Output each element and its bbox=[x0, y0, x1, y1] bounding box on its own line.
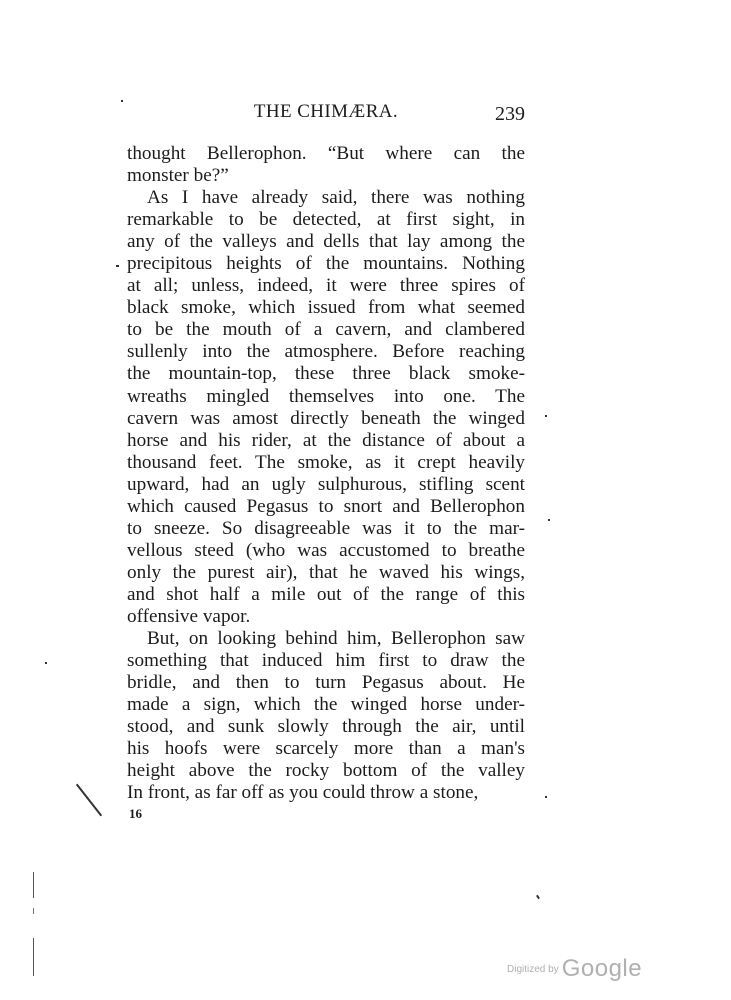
google-logo: Google bbox=[561, 955, 643, 982]
text-line: bridle, and then to turn Pegasus about. He bbox=[127, 672, 525, 694]
scan-edge-line bbox=[33, 908, 34, 914]
text-line: thousand feet. The smoke, as it crept heavily bbox=[127, 451, 525, 473]
text-line: horse and his rider, at the distance of about a bbox=[127, 429, 525, 451]
text-line: cavern was amost directly beneath the winged bbox=[127, 407, 525, 429]
text-line: to be the mouth of a cavern, and clambered bbox=[127, 319, 525, 341]
scan-speck bbox=[536, 895, 540, 899]
text-line: remarkable to be detected, at first sight, in bbox=[127, 209, 525, 231]
text-line: stood, and sunk slowly through the air, until bbox=[127, 716, 525, 738]
body-text bbox=[127, 143, 525, 804]
page-header bbox=[127, 101, 525, 131]
scan-edge-line bbox=[33, 872, 34, 898]
scan-speck bbox=[548, 519, 550, 521]
text-line: at all; unless, indeed, it were three spires of bbox=[127, 275, 525, 297]
text-line: But, on looking behind him, Bellerophon saw bbox=[147, 628, 525, 650]
scan-speck bbox=[545, 796, 547, 798]
signature-mark: 16 bbox=[129, 806, 142, 821]
text-line: precipitous heights of the mountains. Nothing bbox=[127, 253, 525, 275]
scan-speck bbox=[45, 662, 47, 664]
text-line: black smoke, which issued from what seemed bbox=[127, 297, 525, 319]
text-line: which caused Pegasus to snort and Bellerophon bbox=[127, 495, 525, 517]
scan-speck bbox=[545, 415, 547, 417]
text-line: height above the rocky bottom of the valley bbox=[127, 760, 525, 782]
text-line: thought Bellerophon. “But where can the bbox=[127, 143, 525, 164]
scan-speck bbox=[116, 265, 119, 267]
text-line: As I have already said, there was nothing bbox=[147, 187, 525, 209]
text-line: the mountain-top, these three black smoke- bbox=[127, 363, 525, 385]
text-line: only the purest air), that he waved his wings, bbox=[127, 561, 525, 583]
watermark-prefix: Digitized by bbox=[507, 964, 559, 975]
page-number: 239 bbox=[495, 103, 525, 125]
running-title: THE CHIMÆRA. bbox=[253, 101, 399, 122]
text-line: upward, had an ugly sulphurous, stifling scent bbox=[127, 473, 525, 495]
text-line: any of the valleys and dells that lay among the bbox=[127, 231, 525, 253]
text-line: made a sign, which the winged horse under- bbox=[127, 694, 525, 716]
scan-speck bbox=[121, 100, 123, 102]
text-line: sullenly into the atmosphere. Before reaching bbox=[127, 341, 525, 363]
text-line: something that induced him first to draw the bbox=[127, 650, 525, 672]
text-line: wreaths mingled themselves into one. The bbox=[127, 385, 525, 407]
text-line: offensive vapor. bbox=[127, 605, 251, 627]
scan-edge-line bbox=[33, 938, 34, 976]
text-line: In front, as far off as you could throw a stone, bbox=[127, 782, 479, 804]
text-line: monster be?” bbox=[127, 165, 229, 187]
text-line: vellous steed (who was accustomed to breathe bbox=[127, 539, 525, 561]
digitized-by-google-watermark bbox=[507, 955, 642, 983]
text-line: his hoofs were scarcely more than a man's bbox=[127, 738, 525, 760]
text-line: to sneeze. So disagreeable was it to the mar- bbox=[127, 517, 525, 539]
scan-slash-mark bbox=[76, 784, 102, 817]
text-line: and shot half a mile out of the range of this bbox=[127, 583, 525, 605]
